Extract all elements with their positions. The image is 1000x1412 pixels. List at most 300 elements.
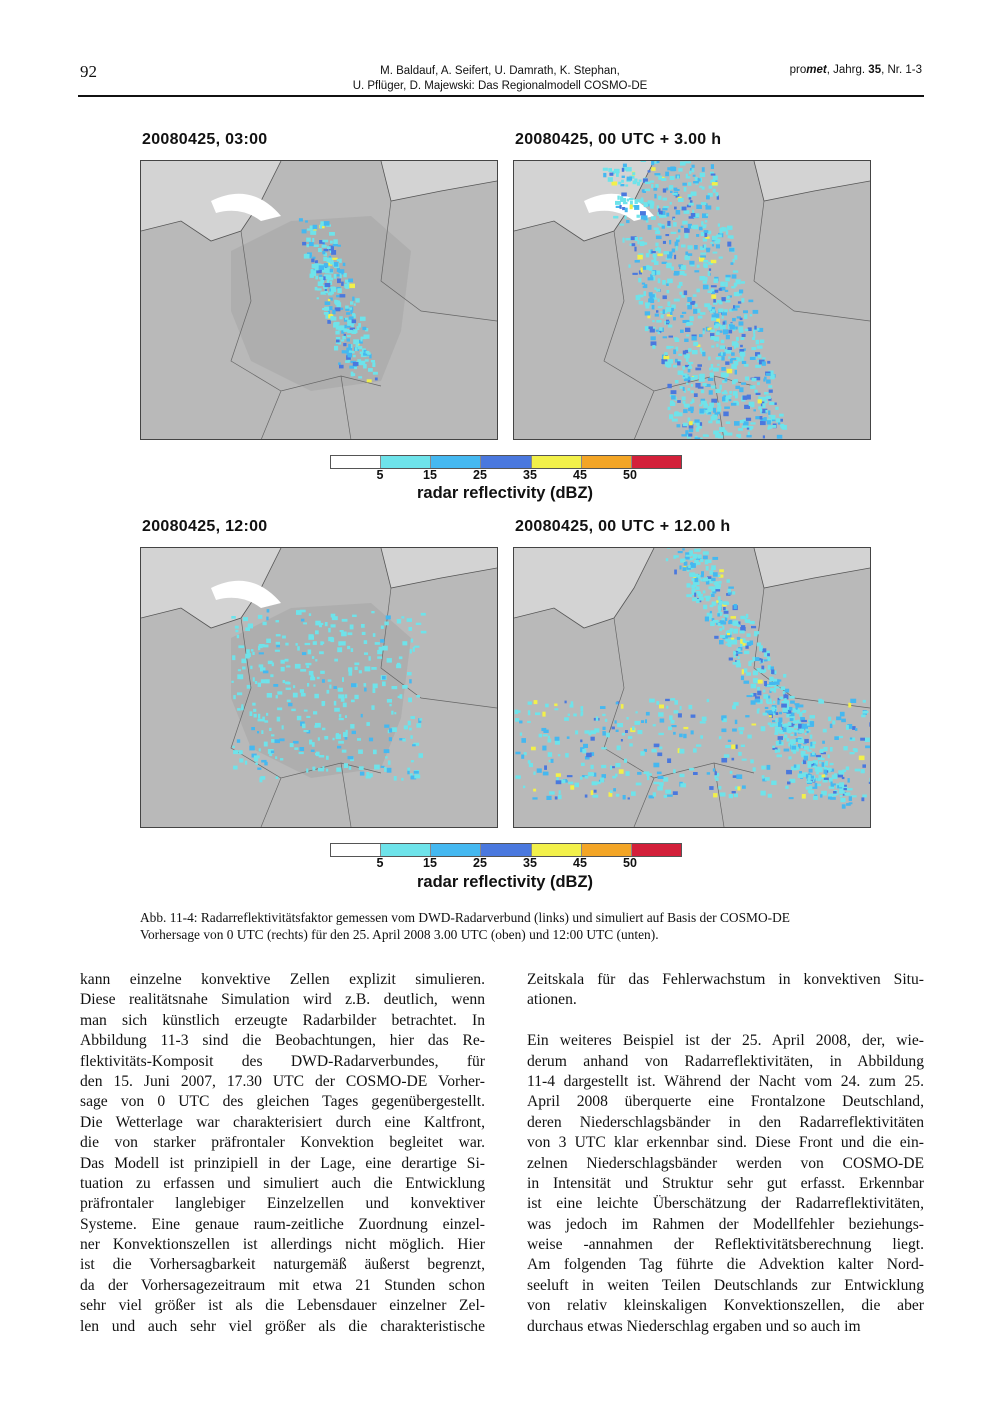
reflectivity-cell — [271, 751, 274, 754]
reflectivity-cell — [320, 224, 322, 228]
text-line: deren Niederschlagsbänder in den Radarreflektivitäten — [527, 1113, 924, 1131]
reflectivity-cell — [719, 427, 725, 432]
reflectivity-cell — [341, 340, 344, 342]
reflectivity-cell — [388, 760, 391, 765]
reflectivity-cell — [666, 307, 672, 312]
reflectivity-cell — [641, 720, 644, 723]
reflectivity-cell — [409, 679, 412, 683]
reflectivity-cell — [338, 688, 343, 692]
reflectivity-cell — [699, 186, 702, 188]
reflectivity-cell — [231, 616, 236, 619]
reflectivity-cell — [761, 659, 763, 663]
reflectivity-cell — [592, 781, 598, 785]
reflectivity-cell — [696, 744, 701, 746]
reflectivity-cell — [675, 338, 680, 342]
reflectivity-cell — [354, 695, 358, 699]
reflectivity-cell — [688, 348, 691, 352]
reflectivity-cell — [237, 692, 242, 695]
reflectivity-cell — [416, 723, 421, 727]
reflectivity-cell — [786, 770, 792, 774]
reflectivity-cell — [750, 621, 755, 624]
reflectivity-cell — [357, 738, 361, 741]
reflectivity-cell — [359, 766, 364, 770]
reflectivity-cell — [688, 369, 691, 373]
reflectivity-cell — [366, 722, 370, 726]
reflectivity-cell — [771, 679, 777, 682]
reflectivity-cell — [322, 251, 325, 254]
reflectivity-cell — [288, 703, 292, 707]
reflectivity-cell — [666, 558, 668, 561]
reflectivity-cell — [612, 727, 615, 730]
reflectivity-cell — [639, 237, 642, 240]
reflectivity-cell — [673, 365, 677, 368]
reflectivity-cell — [718, 596, 721, 600]
reflectivity-cell — [801, 720, 807, 722]
reflectivity-cell — [779, 740, 781, 744]
reflectivity-cell — [369, 738, 373, 742]
reflectivity-cell — [677, 176, 679, 179]
reflectivity-cell — [762, 397, 767, 401]
reflectivity-cell — [762, 775, 765, 779]
reflectivity-cell — [567, 736, 570, 739]
reflectivity-cell — [351, 700, 355, 703]
reflectivity-cell — [813, 796, 818, 800]
reflectivity-cell — [703, 224, 706, 226]
reflectivity-cell — [729, 658, 733, 661]
reflectivity-cell — [302, 229, 307, 233]
reflectivity-cell — [399, 656, 403, 659]
reflectivity-cell — [605, 719, 607, 722]
reflectivity-cell — [534, 700, 538, 704]
reflectivity-cell — [750, 759, 754, 763]
reflectivity-cell — [667, 758, 671, 763]
reflectivity-cell — [401, 616, 404, 618]
reflectivity-cell — [315, 630, 319, 634]
reflectivity-cell — [331, 624, 336, 627]
reflectivity-cell — [358, 323, 361, 327]
reflectivity-cell — [555, 796, 558, 799]
reflectivity-cell — [328, 637, 333, 641]
reflectivity-cell — [639, 301, 643, 305]
reflectivity-cell — [861, 769, 865, 773]
reflectivity-cell — [257, 768, 261, 770]
reflectivity-cell — [665, 790, 671, 794]
reflectivity-cell — [712, 414, 714, 418]
reflectivity-cell — [862, 795, 867, 798]
reflectivity-cell — [593, 795, 599, 798]
reflectivity-cell — [804, 756, 808, 761]
reflectivity-cell — [683, 567, 687, 571]
reflectivity-cell — [725, 290, 728, 292]
reflectivity-cell — [366, 772, 369, 777]
reflectivity-cell — [520, 733, 522, 736]
reflectivity-cell — [333, 244, 338, 246]
reflectivity-cell — [712, 309, 715, 312]
reflectivity-cell — [764, 377, 767, 380]
reflectivity-cell — [749, 402, 755, 406]
reflectivity-cell — [545, 704, 549, 708]
reflectivity-cell — [329, 232, 335, 236]
reflectivity-cell — [618, 182, 621, 185]
reflectivity-cell — [394, 712, 396, 714]
reflectivity-cell — [311, 259, 314, 263]
reflectivity-cell — [711, 578, 715, 581]
reflectivity-cell — [665, 361, 670, 365]
reflectivity-cell — [322, 728, 325, 731]
reflectivity-cell — [551, 759, 554, 763]
reflectivity-cell — [267, 693, 272, 698]
reflectivity-cell — [308, 636, 314, 640]
reflectivity-cell — [673, 218, 676, 220]
reflectivity-cell — [601, 747, 606, 749]
reflectivity-cell — [277, 691, 282, 694]
reflectivity-cell — [687, 305, 692, 310]
reflectivity-cell — [667, 254, 672, 259]
reflectivity-cell — [697, 364, 702, 367]
reflectivity-cell — [625, 730, 628, 733]
reflectivity-cell — [785, 786, 788, 789]
reflectivity-cell — [632, 172, 635, 175]
reflectivity-cell — [581, 763, 585, 766]
colorbar-ticks-bottom — [330, 856, 680, 872]
reflectivity-cell — [644, 291, 647, 296]
reflectivity-cell — [248, 653, 251, 657]
reflectivity-cell — [639, 180, 642, 182]
reflectivity-cell — [684, 187, 687, 192]
text-line: Ein weiteres Beispiel ist der 25. April 2008, der, wie- — [527, 1032, 924, 1050]
reflectivity-cell — [693, 175, 696, 177]
reflectivity-cell — [670, 202, 672, 205]
reflectivity-cell — [689, 261, 694, 265]
reflectivity-cell — [651, 167, 655, 171]
reflectivity-cell — [281, 660, 285, 664]
text-line: Diese realitätsnahe Simulation wird z.B. deutlich, wenn — [80, 991, 485, 1009]
reflectivity-cell — [617, 196, 619, 200]
reflectivity-cell — [523, 786, 525, 789]
reflectivity-cell — [555, 740, 560, 744]
reflectivity-cell — [703, 260, 708, 263]
reflectivity-cell — [703, 556, 708, 560]
reflectivity-cell — [306, 769, 308, 773]
reflectivity-cell — [747, 428, 749, 430]
reflectivity-cell — [686, 555, 692, 557]
reflectivity-cell — [382, 682, 386, 687]
reflectivity-cell — [319, 265, 324, 270]
reflectivity-cell — [682, 207, 687, 211]
reflectivity-cell — [816, 763, 818, 765]
reflectivity-cell — [675, 411, 679, 416]
reflectivity-cell — [632, 273, 637, 275]
reflectivity-cell — [617, 723, 623, 727]
reflectivity-cell — [765, 777, 770, 781]
colorbar-swatch — [581, 456, 631, 468]
reflectivity-cell — [763, 435, 765, 438]
reflectivity-cell — [419, 753, 424, 758]
figure-caption: Abb. 11-4: Radarreflektivitätsfaktor gemessen vom DWD-Radarverbund (links) und simuliert auf Basis der COSMO-DE Vorhersage von 0 UTC (rechts) für den 25. April 2008 3.00 UTC (oben) und 12:00 UTC (unten). — [140, 910, 790, 942]
text-line: den 15. Juni 2007, 17.30 UTC der COSMO-DE Vorher- — [80, 1072, 485, 1090]
reflectivity-cell — [654, 228, 659, 231]
reflectivity-cell — [714, 582, 718, 585]
reflectivity-cell — [757, 668, 762, 670]
reflectivity-cell — [313, 225, 318, 230]
reflectivity-cell — [233, 746, 235, 748]
reflectivity-cell — [726, 230, 728, 234]
reflectivity-cell — [296, 643, 298, 646]
reflectivity-cell — [756, 393, 761, 395]
reflectivity-cell — [585, 730, 590, 733]
reflectivity-cell — [684, 291, 687, 296]
reflectivity-cell — [863, 700, 866, 703]
reflectivity-cell — [308, 650, 312, 655]
reflectivity-cell — [728, 347, 733, 350]
reflectivity-cell — [305, 220, 308, 222]
reflectivity-cell — [627, 177, 632, 181]
reflectivity-cell — [710, 373, 714, 378]
reflectivity-cell — [259, 664, 264, 667]
reflectivity-cell — [707, 772, 710, 775]
reflectivity-cell — [676, 210, 681, 215]
reflectivity-cell — [348, 632, 353, 635]
reflectivity-cell — [276, 645, 280, 647]
reflectivity-cell — [374, 765, 380, 770]
reflectivity-cell — [286, 688, 291, 690]
reflectivity-cell — [352, 731, 356, 734]
reflectivity-cell — [362, 632, 366, 635]
page-number: 92 — [80, 62, 97, 81]
reflectivity-cell — [315, 723, 321, 728]
reflectivity-cell — [665, 172, 669, 177]
reflectivity-cell — [683, 351, 686, 355]
reflectivity-cell — [733, 775, 737, 778]
reflectivity-cell — [773, 701, 775, 704]
reflectivity-cell — [610, 766, 612, 770]
reflectivity-cell — [761, 726, 766, 731]
reflectivity-cell — [261, 760, 266, 763]
reflectivity-cell — [291, 709, 296, 711]
reflectivity-cell — [778, 736, 783, 740]
reflectivity-cell — [322, 701, 326, 706]
reflectivity-cell — [297, 716, 301, 721]
reflectivity-cell — [830, 763, 834, 765]
reflectivity-cell — [734, 379, 738, 383]
reflectivity-cell — [697, 426, 702, 429]
reflectivity-cell — [640, 211, 646, 215]
reflectivity-cell — [789, 696, 794, 699]
reflectivity-cell — [758, 399, 762, 403]
reflectivity-cell — [632, 243, 636, 246]
reflectivity-cell — [781, 704, 787, 708]
reflectivity-cell — [758, 355, 762, 358]
reflectivity-cell — [616, 702, 618, 705]
reflectivity-cell — [724, 754, 730, 757]
reflectivity-cell — [725, 745, 731, 748]
reflectivity-cell — [721, 367, 726, 371]
reflectivity-cell — [713, 620, 719, 623]
reflectivity-cell — [373, 372, 378, 375]
reflectivity-cell — [629, 264, 631, 267]
reflectivity-cell — [788, 722, 792, 726]
reflectivity-cell — [407, 672, 412, 675]
reflectivity-cell — [404, 725, 408, 729]
reflectivity-cell — [701, 571, 704, 576]
reflectivity-cell — [840, 712, 845, 717]
reflectivity-cell — [709, 186, 713, 189]
reflectivity-cell — [686, 594, 692, 597]
reflectivity-cell — [740, 352, 746, 357]
reflectivity-cell — [667, 221, 670, 226]
reflectivity-cell — [360, 772, 365, 776]
reflectivity-cell — [658, 223, 662, 225]
reflectivity-cell — [728, 587, 734, 589]
reflectivity-cell — [667, 548, 670, 549]
reflectivity-cell — [667, 795, 673, 797]
reflectivity-cell — [706, 597, 710, 601]
reflectivity-cell — [700, 735, 703, 739]
reflectivity-cell — [515, 718, 519, 722]
reflectivity-cell — [568, 714, 570, 716]
reflectivity-cell — [775, 729, 779, 734]
panel-title-obs-03: 20080425, 03:00 — [142, 131, 268, 148]
reflectivity-cell — [681, 245, 686, 248]
reflectivity-cell — [515, 752, 520, 755]
reflectivity-cell — [638, 730, 643, 734]
reflectivity-cell — [703, 605, 707, 610]
reflectivity-cell — [384, 749, 390, 753]
reflectivity-cell — [679, 566, 681, 570]
reflectivity-cell — [689, 316, 693, 321]
reflectivity-cell — [347, 330, 353, 333]
reflectivity-cell — [720, 621, 726, 624]
reflectivity-cell — [670, 191, 673, 193]
reflectivity-cell — [689, 768, 694, 771]
reflectivity-cell — [320, 671, 325, 674]
reflectivity-cell — [636, 295, 641, 300]
reflectivity-cell — [280, 758, 283, 760]
reflectivity-cell — [714, 636, 718, 639]
reflectivity-cell — [613, 788, 616, 791]
reflectivity-cell — [647, 775, 649, 780]
reflectivity-cell — [531, 747, 536, 751]
reflectivity-cell — [628, 797, 630, 799]
reflectivity-cell — [259, 652, 264, 654]
text-line: seeluft in weiten Teilen Deutschlands zur Entwicklung — [527, 1276, 924, 1294]
reflectivity-cell — [602, 731, 606, 736]
reflectivity-cell — [698, 178, 701, 181]
reflectivity-cell — [734, 346, 736, 349]
reflectivity-cell — [824, 778, 829, 781]
colorbar-swatch — [380, 456, 430, 468]
reflectivity-cell — [686, 334, 689, 336]
reflectivity-cell — [364, 688, 367, 692]
reflectivity-cell — [233, 750, 238, 754]
reflectivity-cell — [850, 752, 855, 754]
reflectivity-cell — [738, 656, 740, 659]
reflectivity-cell — [373, 750, 377, 755]
reflectivity-cell — [762, 361, 766, 365]
reflectivity-cell — [343, 263, 346, 266]
reflectivity-cell — [665, 234, 669, 236]
reflectivity-cell — [747, 695, 753, 697]
reflectivity-cell — [764, 681, 767, 686]
reflectivity-cell — [678, 354, 682, 356]
reflectivity-cell — [855, 769, 860, 772]
reflectivity-cell — [793, 709, 796, 712]
reflectivity-cell — [255, 681, 257, 684]
reflectivity-cell — [333, 738, 335, 741]
reflectivity-cell — [693, 554, 698, 559]
reflectivity-cell — [760, 421, 766, 425]
reflectivity-cell — [695, 437, 701, 439]
reflectivity-cell — [685, 161, 691, 163]
reflectivity-cell — [753, 409, 756, 411]
reflectivity-cell — [235, 626, 239, 629]
reflectivity-cell — [719, 736, 722, 739]
reflectivity-cell — [739, 330, 744, 333]
reflectivity-cell — [733, 656, 736, 658]
reflectivity-cell — [371, 667, 376, 670]
reflectivity-cell — [734, 604, 737, 609]
colorbar-tick-label: 25 — [473, 468, 487, 482]
reflectivity-cell — [353, 339, 359, 344]
reflectivity-cell — [347, 646, 350, 649]
reflectivity-cell — [726, 421, 731, 424]
reflectivity-cell — [676, 240, 680, 243]
reflectivity-cell — [719, 385, 722, 390]
reflectivity-cell — [328, 679, 332, 681]
reflectivity-cell — [648, 277, 654, 280]
reflectivity-cell — [741, 676, 744, 680]
reflectivity-cell — [812, 742, 816, 745]
reflectivity-cell — [257, 731, 259, 733]
reflectivity-cell — [293, 741, 299, 744]
reflectivity-cell — [870, 778, 871, 782]
reflectivity-cell — [324, 263, 329, 267]
reflectivity-cell — [811, 776, 814, 779]
reflectivity-cell — [238, 669, 241, 671]
reflectivity-cell — [533, 772, 535, 775]
reflectivity-cell — [760, 340, 764, 344]
reflectivity-cell — [776, 712, 779, 715]
text-line: ist eine leichte Überschätzung der Radarreflektivitäten, — [527, 1195, 924, 1213]
reflectivity-cell — [348, 756, 354, 759]
reflectivity-cell — [709, 268, 711, 270]
colorbar-swatch — [480, 844, 530, 856]
reflectivity-cell — [312, 742, 315, 747]
colorbar-swatch — [380, 844, 430, 856]
reflectivity-cell — [612, 766, 615, 768]
reflectivity-cell — [686, 174, 688, 179]
reflectivity-cell — [653, 724, 656, 726]
reflectivity-cell — [338, 741, 344, 744]
reflectivity-cell — [260, 776, 265, 780]
reflectivity-cell — [655, 314, 659, 317]
reflectivity-cell — [680, 162, 686, 166]
reflectivity-cell — [659, 327, 662, 331]
reflectivity-cell — [701, 390, 704, 394]
reflectivity-cell — [627, 199, 630, 202]
reflectivity-cell — [259, 644, 265, 646]
reflectivity-cell — [699, 597, 704, 601]
colorbar-tick-label: 45 — [573, 468, 587, 482]
reflectivity-cell — [328, 299, 330, 301]
reflectivity-cell — [669, 414, 673, 419]
reflectivity-cell — [543, 772, 549, 776]
reflectivity-cell — [779, 697, 783, 700]
reflectivity-cell — [309, 242, 314, 246]
reflectivity-cell — [721, 356, 724, 360]
reflectivity-cell — [685, 430, 688, 434]
reflectivity-cell — [612, 776, 616, 779]
